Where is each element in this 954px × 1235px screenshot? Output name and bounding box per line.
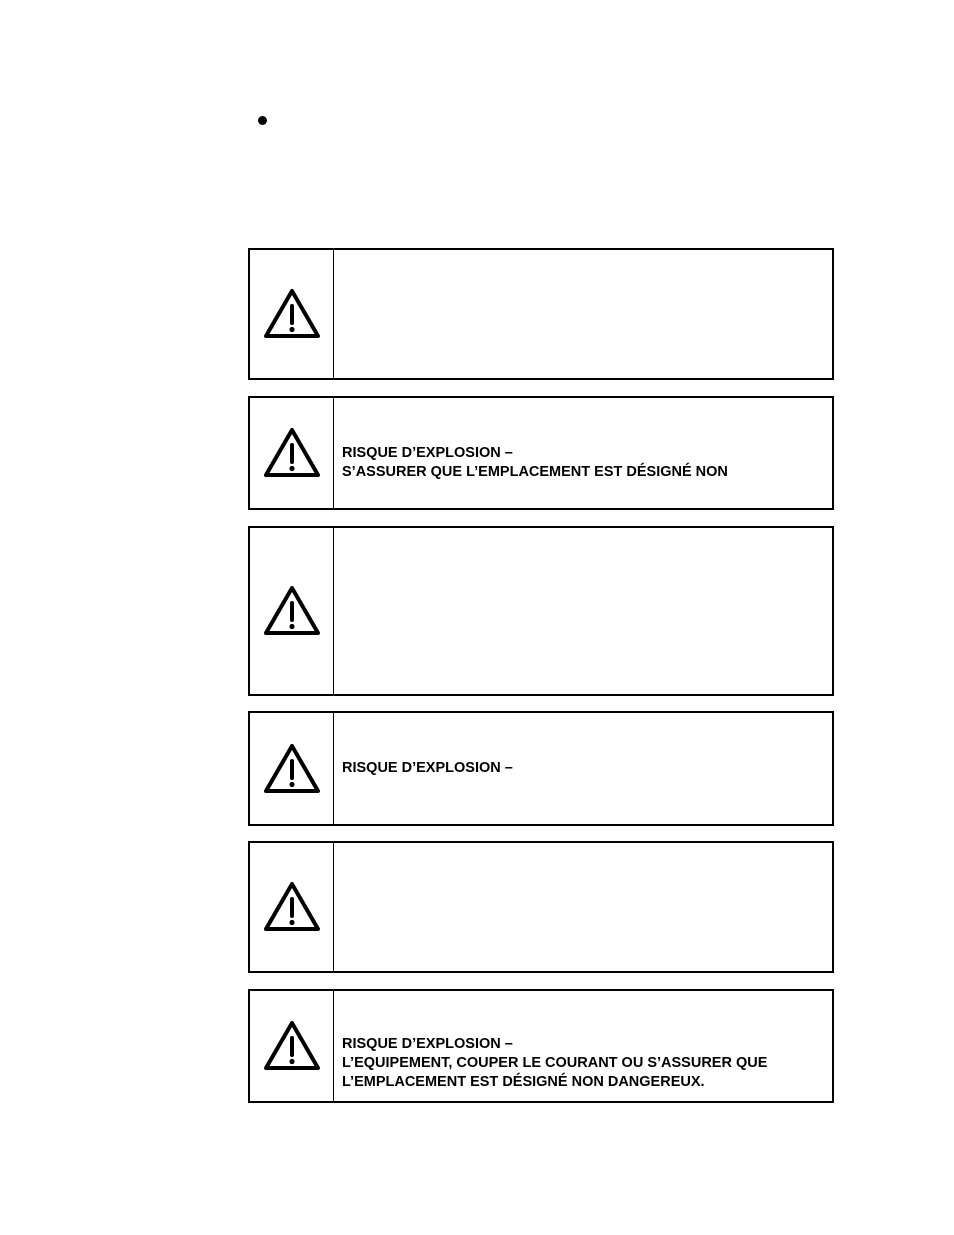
warning-text [334,843,832,971]
warning-triangle-icon [263,427,321,479]
warning-text [334,713,832,824]
list-bullet [258,116,267,125]
warning-text [334,250,832,378]
warning-triangle-icon [263,881,321,933]
warning-box-6 [248,989,834,1103]
warning-triangle-icon [263,743,321,795]
warning-text [334,991,832,1101]
warning-triangle-icon [263,288,321,340]
warning-icon-cell [250,528,334,694]
warning-icon-cell [250,398,334,508]
warning-box-1 [248,248,834,380]
warning-box-3 [248,526,834,696]
warning-line: RISQUE D’EXPLOSION – [342,445,513,461]
warning-line: L’EMPLACEMENT EST DÉSIGNÉ NON DANGEREUX. [342,1074,705,1090]
warning-icon-cell [250,991,334,1101]
warning-box-5 [248,841,834,973]
warning-line: RISQUE D’EXPLOSION – [342,1036,513,1052]
warning-triangle-icon [263,585,321,637]
warning-text [334,528,832,694]
warning-icon-cell [250,843,334,971]
warning-triangle-icon [263,1020,321,1072]
warning-line: S’ASSURER QUE L’EMPLACEMENT EST DÉSIGNÉ NON [342,464,728,480]
warning-line: L’EQUIPEMENT, COUPER LE COURANT OU S’ASSURER QUE [342,1055,768,1071]
warning-box-2 [248,396,834,510]
warning-icon-cell [250,250,334,378]
warning-line: RISQUE D’EXPLOSION – [342,760,513,776]
warning-icon-cell [250,713,334,824]
warning-text [334,398,832,508]
warning-box-4 [248,711,834,826]
